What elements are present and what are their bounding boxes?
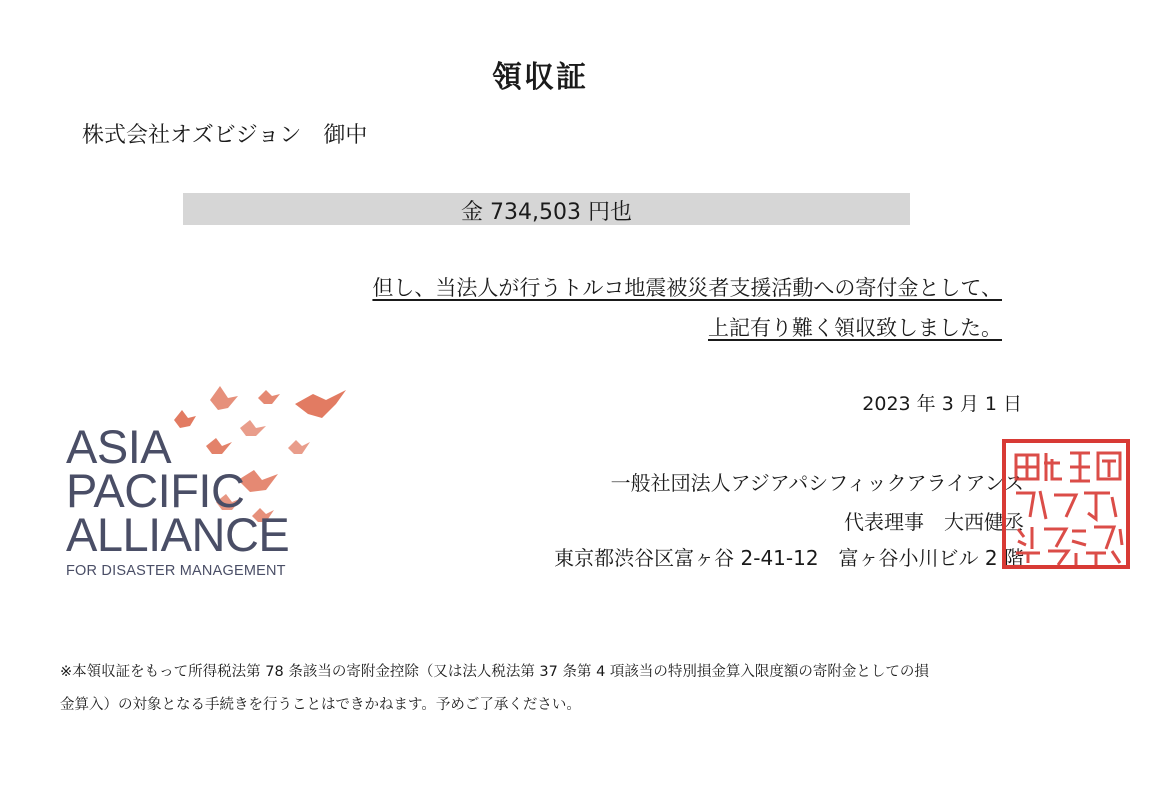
organization-logo [66,420,290,579]
receipt-title: 領収証 [492,60,588,95]
issuer-address: 東京都渋谷区富ヶ谷 2-41-12 富ヶ谷小川ビル 2 階 [554,546,1024,570]
footnote-line-2: 金算入）の対象となる手続きを行うことはできかねます。予めご了承ください。 [60,697,581,713]
logo-tagline: FOR DISASTER MANAGEMENT [66,563,286,579]
statement-line-2: 上記有り難く領収致しました。 [708,316,1002,340]
footnote-line-1: ※本領収証をもって所得税法第 78 条該当の寄附金控除（又は法人税法第 37 条第 4 項該当の特別損金算入限度額の寄附金としての損 [60,664,929,680]
logo-line-asia: ASIA [66,420,172,473]
statement-line-1: 但し、当法人が行うトルコ地震被災者支援活動への寄付金として、 [372,276,1002,300]
company-seal-icon [1000,437,1132,571]
addressee: 株式会社オズビジョン 御中 [82,123,368,148]
logo-line-alliance: ALLIANCE [66,508,290,561]
issue-date: 2023 年 3 月 1 日 [862,393,1022,415]
logo-line-pacific: PACIFIC [66,464,245,517]
issuer-organization: 一般社団法人アジアパシフィックアライアンス [610,471,1024,495]
amount: 金 734,503 円也 [461,200,632,225]
issuer-representative: 代表理事 大西健丞 [844,510,1024,534]
